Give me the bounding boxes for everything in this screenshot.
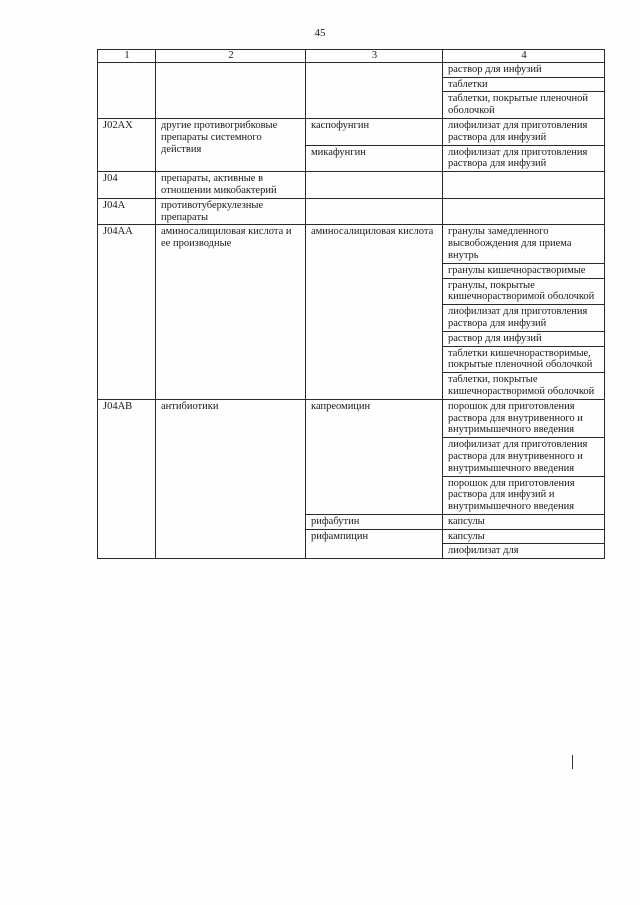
form-cell: таблетки, покрытые пленочной оболочкой [443, 92, 605, 119]
form-cell [443, 198, 605, 225]
header-row [98, 50, 605, 63]
drug-cell: каспофунгин [306, 118, 443, 145]
form-cell: порошок для приготовления раствора для внутривенного и внутримышечного введения [443, 399, 605, 437]
form-cell: таблетки, покрытые кишечнорастворимой оболочкой [443, 373, 605, 400]
group-cell: другие противогрибковые препараты системного действия [156, 118, 306, 171]
table-row [98, 118, 605, 145]
page-number: 45 [314, 27, 326, 39]
table-row [98, 198, 605, 225]
group-cell: аминосалициловая кислота и ее производные [156, 225, 306, 399]
form-cell: капсулы [443, 514, 605, 529]
group-cell: антибиотики [156, 399, 306, 559]
drug-cell [306, 62, 443, 118]
form-cell: лиофилизат для приготовления раствора для инфузий [443, 118, 605, 145]
group-cell [156, 62, 306, 118]
form-cell: раствор для инфузий [443, 62, 605, 77]
drug-cell: рифабутин [306, 514, 443, 529]
form-cell [443, 172, 605, 199]
drug-cell: микафунгин [306, 145, 443, 172]
form-cell: порошок для приготовления раствора для инфузий и внутримышечного введения [443, 476, 605, 514]
code-cell: J04A [98, 198, 156, 225]
drug-cell [306, 172, 443, 199]
form-cell: таблетки [443, 77, 605, 92]
form-cell: гранулы кишечнорастворимые [443, 263, 605, 278]
code-cell: J02AX [98, 118, 156, 171]
header-cell: 3 [306, 50, 443, 63]
table-row [98, 225, 605, 263]
group-cell: препараты, активные в отношении микобактерий [156, 172, 306, 199]
scan-mark [572, 755, 573, 769]
form-cell: таблетки кишечнорастворимые, покрытые пленочной оболочкой [443, 346, 605, 373]
code-cell: J04 [98, 172, 156, 199]
code-cell [98, 62, 156, 118]
header-cell: 2 [156, 50, 306, 63]
form-cell: лиофилизат для приготовления раствора для внутривенного и внутримышечного введения [443, 438, 605, 476]
form-cell: лиофилизат для приготовления раствора для инфузий [443, 305, 605, 332]
code-cell: J04AB [98, 399, 156, 559]
code-cell: J04AA [98, 225, 156, 399]
form-cell: гранулы, покрытые кишечнорастворимой оболочкой [443, 278, 605, 305]
form-cell: раствор для инфузий [443, 331, 605, 346]
header-cell: 1 [98, 50, 156, 63]
table-row [98, 172, 605, 199]
form-cell: гранулы замедленного высвобождения для приема внутрь [443, 225, 605, 263]
group-cell: противотуберкулезные препараты [156, 198, 306, 225]
drug-table [97, 49, 605, 559]
form-cell: лиофилизат для [443, 544, 605, 559]
drug-cell: рифампицин [306, 529, 443, 559]
drug-cell [306, 198, 443, 225]
drug-cell: капреомицин [306, 399, 443, 514]
header-cell: 4 [443, 50, 605, 63]
form-cell: капсулы [443, 529, 605, 544]
drug-cell: аминосалициловая кислота [306, 225, 443, 399]
form-cell: лиофилизат для приготовления раствора для инфузий [443, 145, 605, 172]
table-row [98, 399, 605, 437]
table-row [98, 62, 605, 77]
